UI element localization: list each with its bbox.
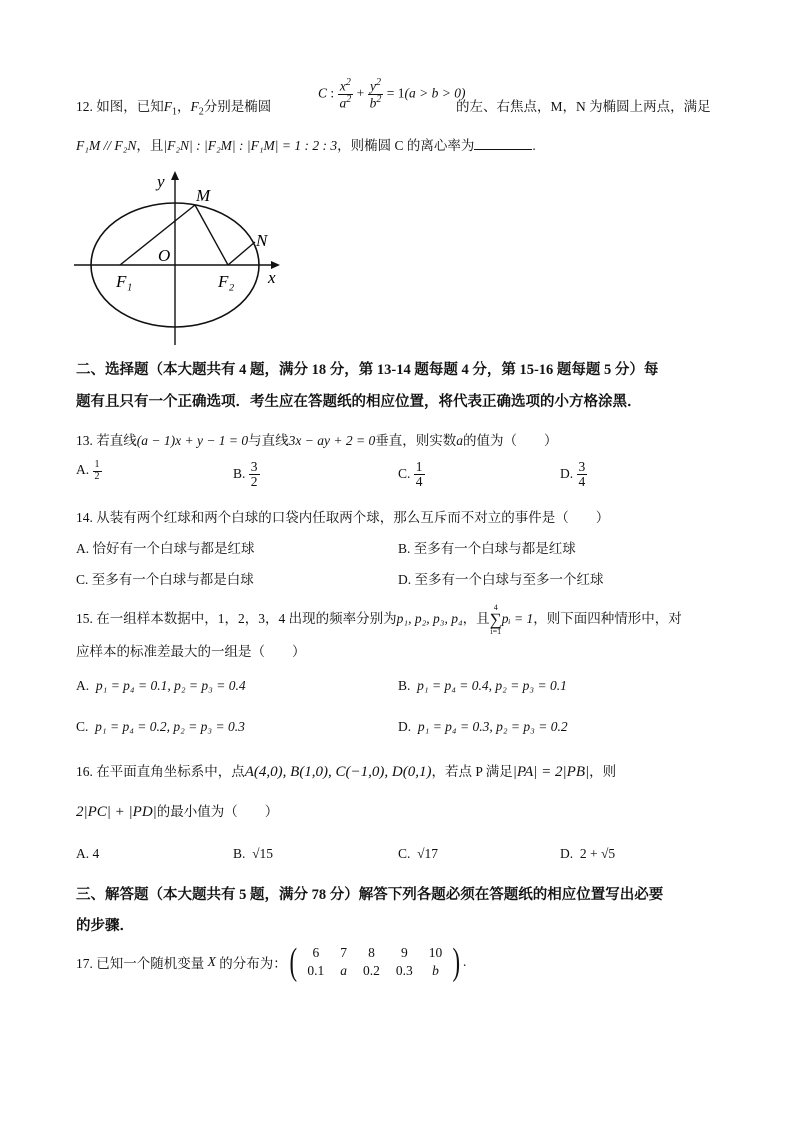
q14-option-a: A. 恰好有一个白球与都是红球	[76, 541, 255, 556]
sigma-sum: 4 ∑ i=1	[489, 603, 502, 636]
q16-stem-line1: 16. 在平面直角坐标系中，点A(4,0), B(1,0), C(−1,0), D(0,1)，若点 P 满足|PA| = 2|PB|，则	[76, 764, 617, 780]
q12-line1-end: 的左、右焦点，M，N 为椭圆上两点，满足	[456, 99, 711, 114]
section3-heading-line1: 三、解答题（本大题共有 5 题，满分 78 分）解答下列各题必须在答题纸的相应位置写出必要	[76, 887, 664, 903]
line1-equation: (a − 1)x + y − 1 = 0	[136, 433, 249, 448]
ratio-condition: |F₂N| : |F₂M| : |F₁M| = 1 : 2 : 3	[163, 138, 338, 153]
ellipse-equation: C : $\frac{x^2}{a^2}$ + $\frac{y^2}{b^2}$ = 1(a > b > 0)	[318, 77, 466, 111]
q15-stem-line1: 15. 在一组样本数据中，1，2，3，4 出现的频率分别为p₁, p₂, p₃, p₄，且 4 ∑ i=1 pᵢ = 1，则下面四种情形中，对	[76, 603, 682, 636]
line2-equation: 3x − ay + 2 = 0	[288, 433, 376, 448]
label-f1: F₁	[116, 272, 133, 291]
f2-symbol: F	[190, 99, 199, 114]
distribution-matrix: 6 7 8 9 10 0.1 a 0.2 0.3 b	[307, 945, 443, 978]
ellipse-figure	[70, 165, 290, 350]
q16-option-c: C. √17	[398, 846, 439, 861]
label-x: x	[268, 268, 276, 287]
q13-option-b: B. $\frac{3}{2}$	[233, 459, 258, 490]
q12-line1: 12. 如图，已知$F_1$，$F_2$分别是椭圆	[76, 99, 272, 118]
points-list: A(4,0), B(1,0), C(−1,0), D(0,1)	[244, 764, 432, 780]
frequency-vars: p₁, p₂, p₃, p₄	[396, 610, 463, 626]
p-condition: |PA| = 2|PB|	[512, 764, 590, 780]
section3-heading-line2: 的步骤．	[76, 918, 134, 934]
segment-f2n	[228, 242, 255, 265]
q15-option-d: D. p₁ = p₄ = 0.3, p₂ = p₃ = 0.2	[398, 719, 568, 734]
label-f2: F₂	[218, 272, 235, 291]
q14-stem: 14. 从装有两个红球和两个白球的口袋内任取两个球，那么互斥而不对立的事件是（ ）	[76, 510, 610, 525]
q13-option-c: C. $\frac{1}{4}$	[398, 459, 423, 490]
q14-option-b: B. 至多有一个白球与都是红球	[398, 541, 576, 556]
q16-option-d: D. 2 + √5	[560, 846, 616, 861]
q12-line2: F₁M // F₂N，且|F₂N| : |F₂M| : |F₁M| = 1 : 2 : 3，则椭圆 C 的离心率为 .	[76, 138, 536, 153]
label-y: y	[157, 172, 165, 191]
q16-option-b: B. √15	[233, 846, 274, 861]
answer-blank	[474, 137, 532, 150]
q13-option-d: D. $\frac{3}{4}$	[560, 459, 586, 490]
q15-option-b: B. p₁ = p₄ = 0.4, p₂ = p₃ = 0.1	[398, 678, 567, 693]
label-o: O	[158, 246, 171, 265]
q16-stem-line2: 2|PC| + |PD|的最小值为（ ）	[76, 804, 279, 820]
q15-option-a: A. p₁ = p₄ = 0.1, p₂ = p₃ = 0.4	[76, 678, 246, 693]
q14-option-d: D. 至多有一个白球与至多一个红球	[398, 572, 604, 587]
q16-option-a: A. 4	[76, 846, 100, 861]
section2-heading-line1: 二、选择题（本大题共有 4 题，满分 18 分，第 13-14 题每题 4 分，第 15-16 题每题 5 分）每	[76, 362, 659, 378]
q15-option-c: C. p₁ = p₄ = 0.2, p₂ = p₃ = 0.3	[76, 719, 245, 734]
label-m: M	[196, 186, 211, 205]
q15-stem-line2: 应样本的标准差最大的一组是（ ）	[76, 644, 306, 659]
q13-option-a: A. $\frac{1}{2}$	[76, 459, 100, 482]
target-expression: 2|PC| + |PD|	[76, 804, 157, 820]
label-n: N	[256, 231, 268, 250]
q13-stem: 13. 若直线(a − 1)x + y − 1 = 0与直线3x − ay + 2 = 0垂直，则实数a的值为（ ）	[76, 433, 558, 448]
parallel-condition: F₁M // F₂N	[76, 138, 137, 153]
f1-symbol: F	[163, 99, 172, 114]
y-axis-arrow	[171, 171, 179, 180]
q14-option-c: C. 至多有一个白球与都是白球	[76, 572, 254, 587]
q17-stem: 17. 已知一个随机变量 X 的分布为：( 6 7 8 9 10 0.1 a 0.2 0.3 b ) .	[76, 941, 467, 983]
section2-heading-line2: 题有且只有一个正确选项．考生应在答题纸的相应位置，将代表正确选项的小方格涂黑．	[76, 394, 642, 410]
